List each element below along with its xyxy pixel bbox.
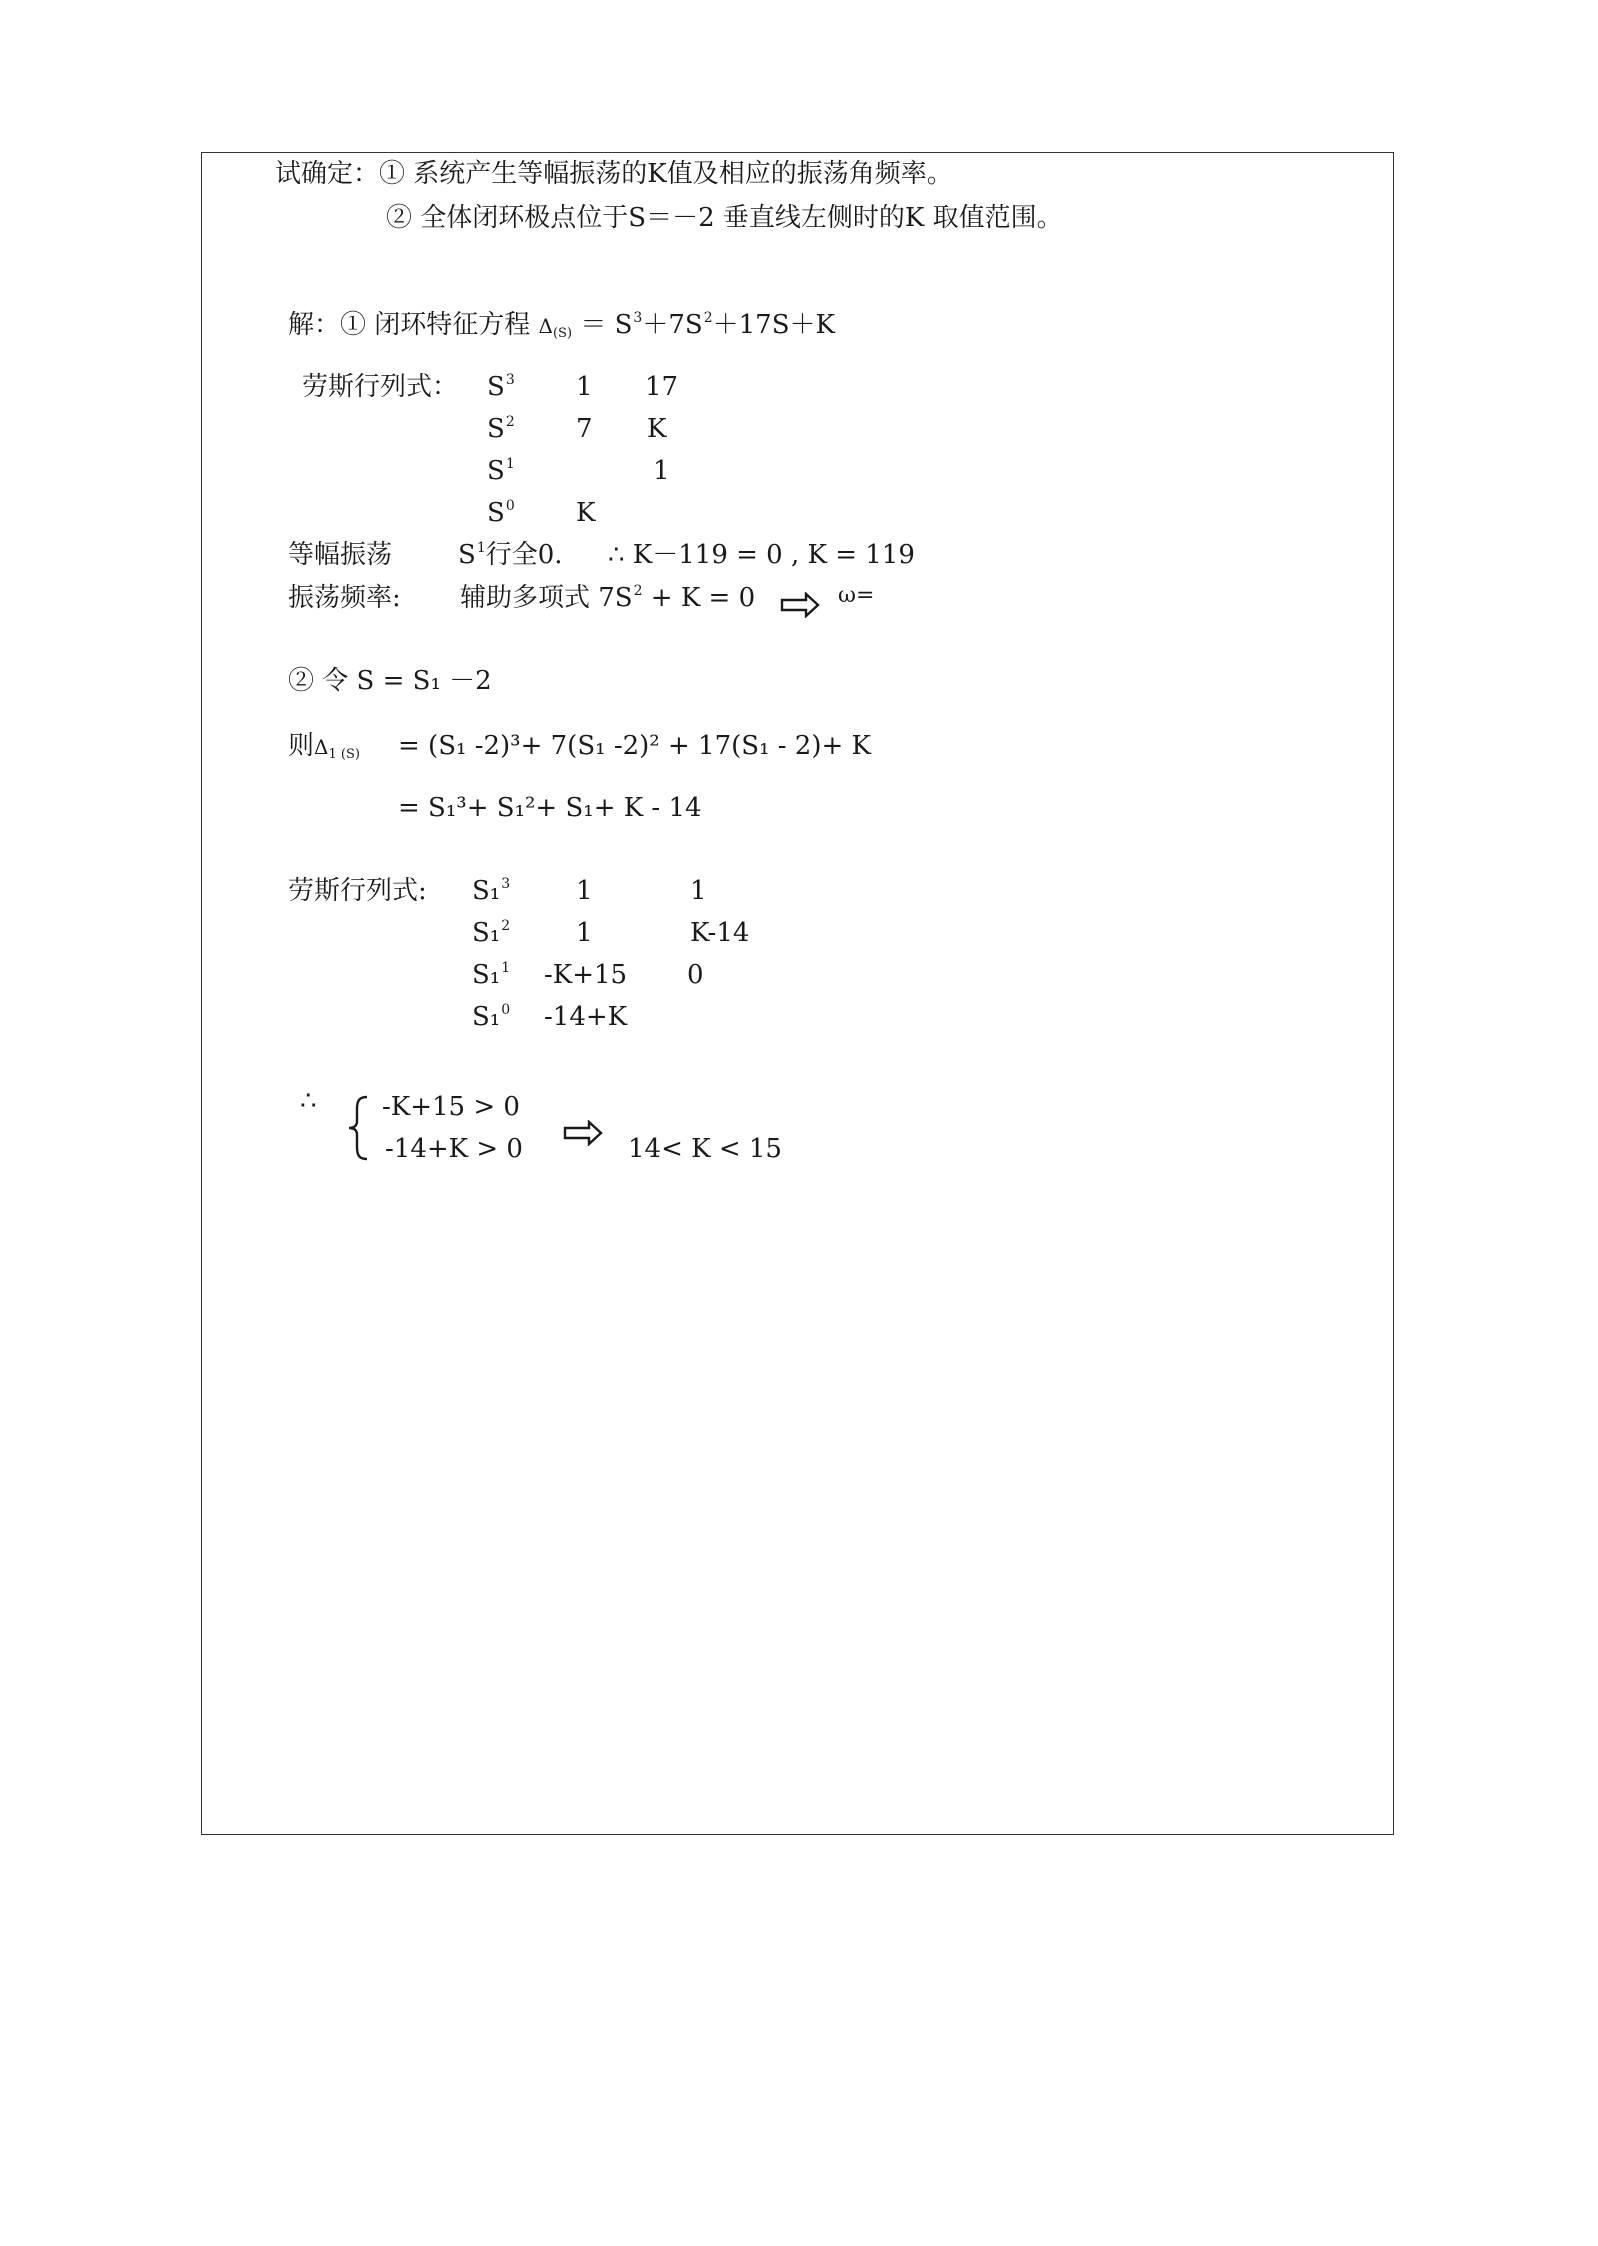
routh1-s: S — [487, 414, 505, 444]
routh2-exp: 0 — [501, 1002, 511, 1018]
routh1-row-label — [487, 500, 515, 526]
answer-box — [201, 152, 1394, 1835]
routh2-s: S₁ — [472, 960, 501, 990]
osc-text: 行全0. — [485, 540, 563, 570]
delta-symbol: Δ — [538, 314, 553, 338]
transformed-equation — [288, 731, 360, 762]
routh1-s: S — [487, 456, 505, 486]
routh-label-2: 劳斯行列式: — [288, 876, 427, 906]
osc-result: ∴ K－119 = 0 , K = 119 — [608, 540, 915, 570]
inequality-1: -K+15 > 0 — [382, 1092, 520, 1122]
substitution-line: ② 令 S = S₁ －2 — [288, 666, 492, 696]
osc-s: S — [458, 540, 476, 570]
problem-line-1: 试确定：① 系统产生等幅振荡的K值及相应的振荡角频率。 — [275, 159, 953, 189]
routh1-cell: K — [576, 498, 596, 528]
routh2-exp: 2 — [501, 918, 511, 934]
expansion-line-1: = (S₁ -2)³+ 7(S₁ -2)² + 17(S₁ - 2)+ K — [398, 731, 871, 761]
eq-term-tail: ＋17S＋K — [712, 310, 835, 340]
k-range-result: 14< K < 15 — [628, 1134, 782, 1164]
delta-symbol-2: Δ — [314, 735, 329, 759]
problem-line-2: ② 全体闭环极点位于S＝－2 垂直线左侧时的K 取值范围。 — [386, 203, 1063, 233]
aux-poly-a: 辅助多项式 7S — [460, 583, 633, 613]
routh2-s: S₁ — [472, 876, 501, 906]
routh2-cell: 1 — [690, 876, 707, 906]
delta-subscript: (S) — [552, 326, 573, 341]
routh2-row-label — [472, 920, 510, 946]
inequality-2: -14+K > 0 — [385, 1134, 523, 1164]
routh1-cell: 1 — [653, 456, 670, 486]
routh1-s: S — [487, 372, 505, 402]
routh2-s: S₁ — [472, 918, 501, 948]
routh1-row-label — [487, 416, 515, 442]
freq-label: 振荡频率: — [288, 583, 401, 613]
routh1-exp: 3 — [505, 372, 515, 388]
routh2-exp: 3 — [501, 876, 511, 892]
eq-exponent-3: 3 — [633, 310, 643, 326]
eq-term-mid: ＋7S — [642, 310, 703, 340]
omega: ω= — [838, 583, 875, 608]
routh1-exp: 0 — [505, 498, 515, 514]
characteristic-equation — [288, 310, 835, 341]
aux-polynomial — [460, 585, 755, 611]
therefore-symbol: ∴ — [300, 1086, 317, 1116]
aux-poly-exp: 2 — [633, 583, 643, 599]
routh1-exp: 2 — [505, 414, 515, 430]
routh1-cell: 17 — [645, 372, 679, 402]
routh2-s: S₁ — [472, 1002, 501, 1032]
routh1-cell: 7 — [576, 414, 593, 444]
expansion-line-2: = S₁³+ S₁²+ S₁+ K - 14 — [398, 793, 702, 823]
routh2-cell: -14+K — [544, 1002, 628, 1032]
routh2-row-label — [472, 1004, 510, 1030]
implies-arrow-icon — [563, 1120, 603, 1146]
routh2-row-label — [472, 878, 510, 904]
left-brace-icon — [345, 1093, 371, 1163]
routh2-cell: 1 — [576, 918, 593, 948]
eq-term-s: S — [614, 310, 633, 340]
equals-sign: ＝ — [580, 310, 607, 340]
routh1-row-label — [487, 458, 515, 484]
osc-exp: 1 — [476, 540, 486, 556]
routh2-cell: -K+15 — [544, 960, 628, 990]
routh1-cell: 1 — [576, 372, 593, 402]
routh2-exp: 1 — [501, 960, 511, 976]
routh1-row-label — [487, 374, 515, 400]
routh1-s: S — [487, 498, 505, 528]
routh2-cell: K-14 — [690, 918, 750, 948]
solution-intro: 解：① 闭环特征方程 — [288, 310, 531, 340]
delta-subscript-2: 1 (S) — [328, 747, 360, 762]
aux-poly-b: + K = 0 — [642, 583, 756, 613]
routh-label-1: 劳斯行列式： — [302, 372, 459, 402]
osc-label: 等幅振荡 — [288, 540, 393, 570]
routh2-row-label — [472, 962, 510, 988]
routh2-cell: 0 — [687, 960, 704, 990]
routh1-cell: K — [647, 414, 667, 444]
routh1-exp: 1 — [505, 456, 515, 472]
routh2-cell: 1 — [576, 876, 593, 906]
eq-exponent-2: 2 — [703, 310, 713, 326]
then-label: 则 — [288, 731, 315, 761]
implies-arrow-icon — [780, 592, 820, 618]
osc-condition — [458, 542, 563, 568]
